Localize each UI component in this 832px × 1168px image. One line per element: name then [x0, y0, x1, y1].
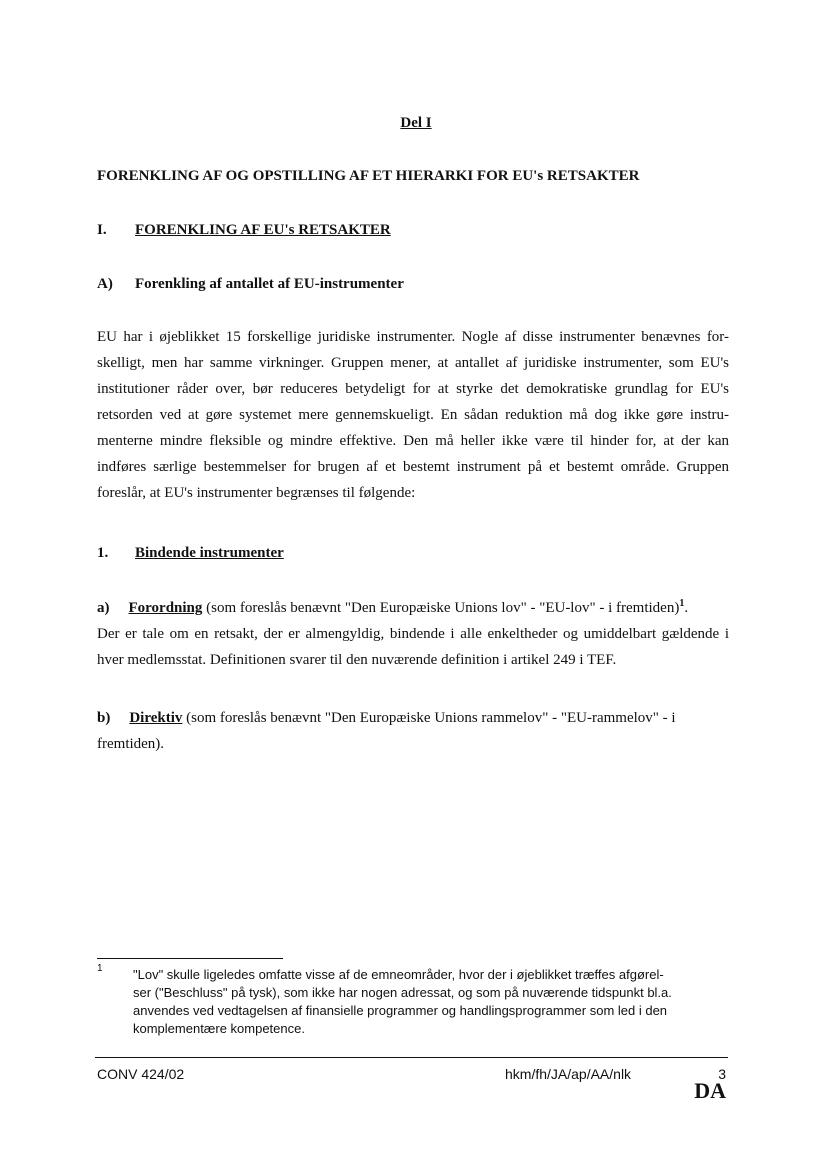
footnote-line: anvendes ved vedtagelsen af finansielle programmer og handlingsprogrammer som led i den [133, 1003, 668, 1018]
paragraph-line: EU har i øjeblikket 15 forskellige juridiske instrumenter. Nogle af disse instrumenter benævnes for- [97, 329, 729, 345]
footer-doc-number: CONV 424/02 [97, 1066, 185, 1082]
paragraph-line: indføres særlige bestemmelser for brugen af et bestemt instrument på et bestemt område. Gruppen [97, 459, 729, 475]
footnote-text [133, 966, 723, 1038]
paragraph-line: foreslår, at EU's instrumenter begrænses til følgende: [97, 485, 416, 501]
item-text: (som foreslås benævnt "Den Europæiske Unions lov" - "EU-lov" - i fremtiden) [202, 600, 680, 616]
footer-separator [95, 1057, 728, 1058]
section-title: FORENKLING AF EU's RETSAKTER [135, 222, 391, 238]
footnote-line: ser ("Beschluss" på tysk), som ikke har nogen adressat, og som på nuværende tidspunkt bl.a. [133, 985, 672, 1000]
item-a-first-line [97, 595, 729, 621]
item-b-first-line [97, 705, 729, 731]
item-a [97, 595, 729, 673]
paragraph-line: hver medlemsstat. Definitionen svarer til den nuværende definition i artikel 249 i TEF. [97, 652, 617, 668]
footnote-line: komplementære kompetence. [133, 1021, 305, 1036]
item-text-end: . [684, 600, 689, 616]
item-text: (som foreslås benævnt "Den Europæiske Unions rammelov" - "EU-rammelov" - i [182, 710, 676, 726]
language-code: DA [694, 1078, 726, 1103]
subsection-title: Forenkling af antallet af EU-instrumenter [135, 276, 404, 292]
section-number: 1. [97, 545, 109, 561]
footer-reference: hkm/fh/JA/ap/AA/nlk [505, 1066, 632, 1082]
subsection-number: A) [97, 276, 113, 292]
intro-paragraph [97, 324, 729, 506]
footnote-line: "Lov" skulle ligeledes omfatte visse af de emneområder, hvor der i øjeblikket træffes afgørel- [133, 967, 664, 982]
item-term: Direktiv [129, 710, 183, 726]
footnote-separator [97, 958, 283, 959]
section-number: I. [97, 222, 107, 238]
footnote-reference: 1 [679, 598, 685, 609]
item-b [97, 705, 729, 757]
item-term: Forordning [128, 600, 203, 616]
footnote-mark: 1 [97, 963, 103, 974]
main-heading: FORENKLING AF OG OPSTILLING AF ET HIERARKI FOR EU's RETSAKTER [97, 168, 640, 184]
paragraph-line: fremtiden). [97, 736, 165, 752]
paragraph-line: retsorden ved at gøre systemet mere gennemskueligt. En sådan reduktion må dog ikke gøre instru- [97, 407, 729, 423]
section-title: Bindende instrumenter [135, 545, 284, 561]
part-title: Del I [400, 115, 432, 131]
item-label: b) [97, 710, 111, 726]
paragraph-line: skelligt, men har samme virkninger. Gruppen mener, at antallet af juridiske instrumenter, som EU's [97, 355, 729, 371]
paragraph-line: menterne mindre fleksible og mindre effektive. Den må heller ikke være til hinder for, at der kan [97, 433, 729, 449]
paragraph-line: institutioner råder over, bør reduceres betydeligt for at styrke det demokratiske grundlag for EU's [97, 381, 729, 397]
item-label: a) [97, 600, 110, 616]
paragraph-line: Der er tale om en retsakt, der er almengyldig, bindende i alle enkeltheder og umiddelbart gældende i [97, 626, 729, 642]
page-number: 3 [718, 1066, 726, 1082]
